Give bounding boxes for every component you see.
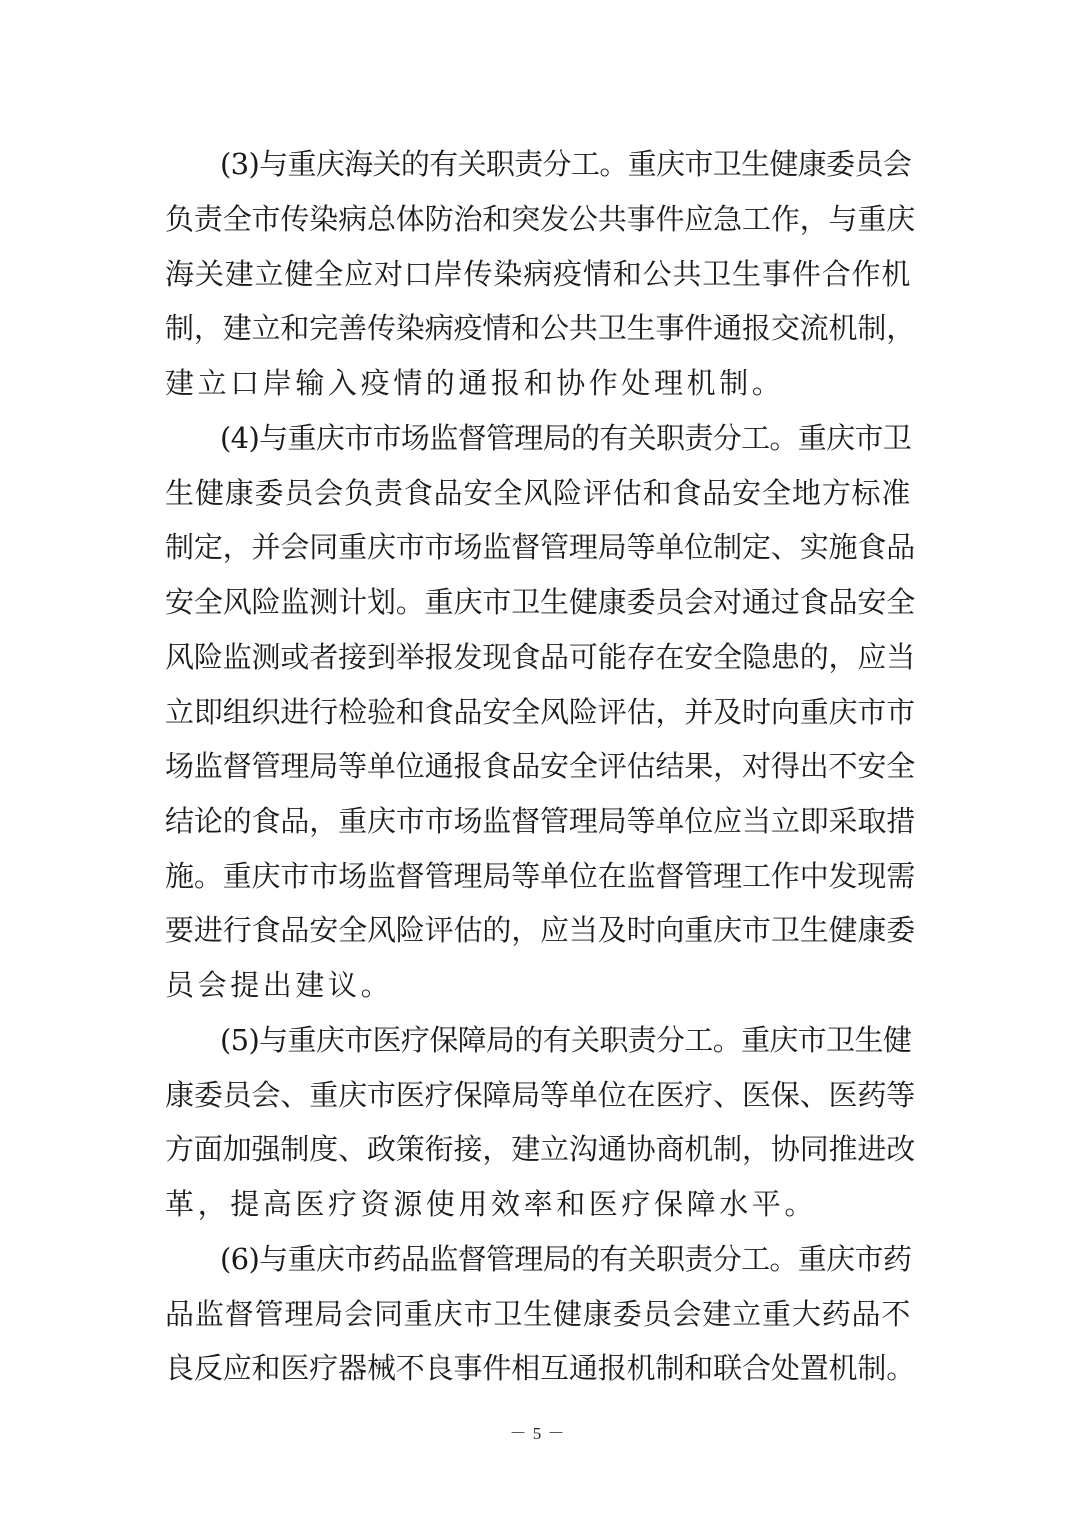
text-line: 安全风险监测计划。重庆市卫生健康委员会对通过食品安全 <box>165 585 916 619</box>
text-line: 要进行食品安全风险评估的，应当及时向重庆市卫生健康委 <box>165 913 916 947</box>
text-line: 制定，并会同重庆市市场监督管理局等单位制定、实施食品 <box>165 530 916 564</box>
text-line: 员会提出建议。 <box>165 968 394 1002</box>
text-line: (4)与重庆市市场监督管理局的有关职责分工。重庆市卫 <box>220 421 912 455</box>
text-line: 建立口岸输入疫情的通报和协作处理机制。 <box>165 366 785 400</box>
text-line: 品监督管理局会同重庆市卫生健康委员会建立重大药品不 <box>165 1297 912 1331</box>
text-line: 康委员会、重庆市医疗保障局等单位在医疗、医保、医药等 <box>165 1078 916 1112</box>
text-line: 风险监测或者接到举报发现食品可能存在安全隐患的，应当 <box>165 640 916 674</box>
text-line: 立即组织进行检验和食品安全风险评估，并及时向重庆市市 <box>165 695 916 729</box>
text-line: 场监督管理局等单位通报食品安全评估结果，对得出不安全 <box>165 749 916 783</box>
text-line: (3)与重庆海关的有关职责分工。重庆市卫生健康委员会 <box>220 147 912 181</box>
text-line: 革，提高医疗资源使用效率和医疗保障水平。 <box>165 1187 818 1221</box>
text-line: 生健康委员会负责食品安全风险评估和食品安全地方标准 <box>165 476 912 510</box>
text-line: 结论的食品，重庆市市场监督管理局等单位应当立即采取措 <box>165 804 916 838</box>
text-line: 方面加强制度、政策衔接，建立沟通协商机制，协同推进改 <box>165 1132 916 1166</box>
text-line: 施。重庆市市场监督管理局等单位在监督管理工作中发现需 <box>165 859 916 893</box>
text-line: (6)与重庆市药品监督管理局的有关职责分工。重庆市药 <box>220 1242 912 1276</box>
text-line: 制，建立和完善传染病疫情和公共卫生事件通报交流机制， <box>165 311 916 345</box>
text-line: 负责全市传染病总体防治和突发公共事件应急工作，与重庆 <box>165 202 916 236</box>
text-line: 良反应和医疗器械不良事件相互通报机制和联合处置机制。 <box>165 1351 916 1385</box>
page-number: － 5 － <box>509 1424 566 1443</box>
text-line: 海关建立健全应对口岸传染病疫情和公共卫生事件合作机 <box>165 257 912 291</box>
text-line: (5)与重庆市医疗保障局的有关职责分工。重庆市卫生健 <box>220 1023 912 1057</box>
